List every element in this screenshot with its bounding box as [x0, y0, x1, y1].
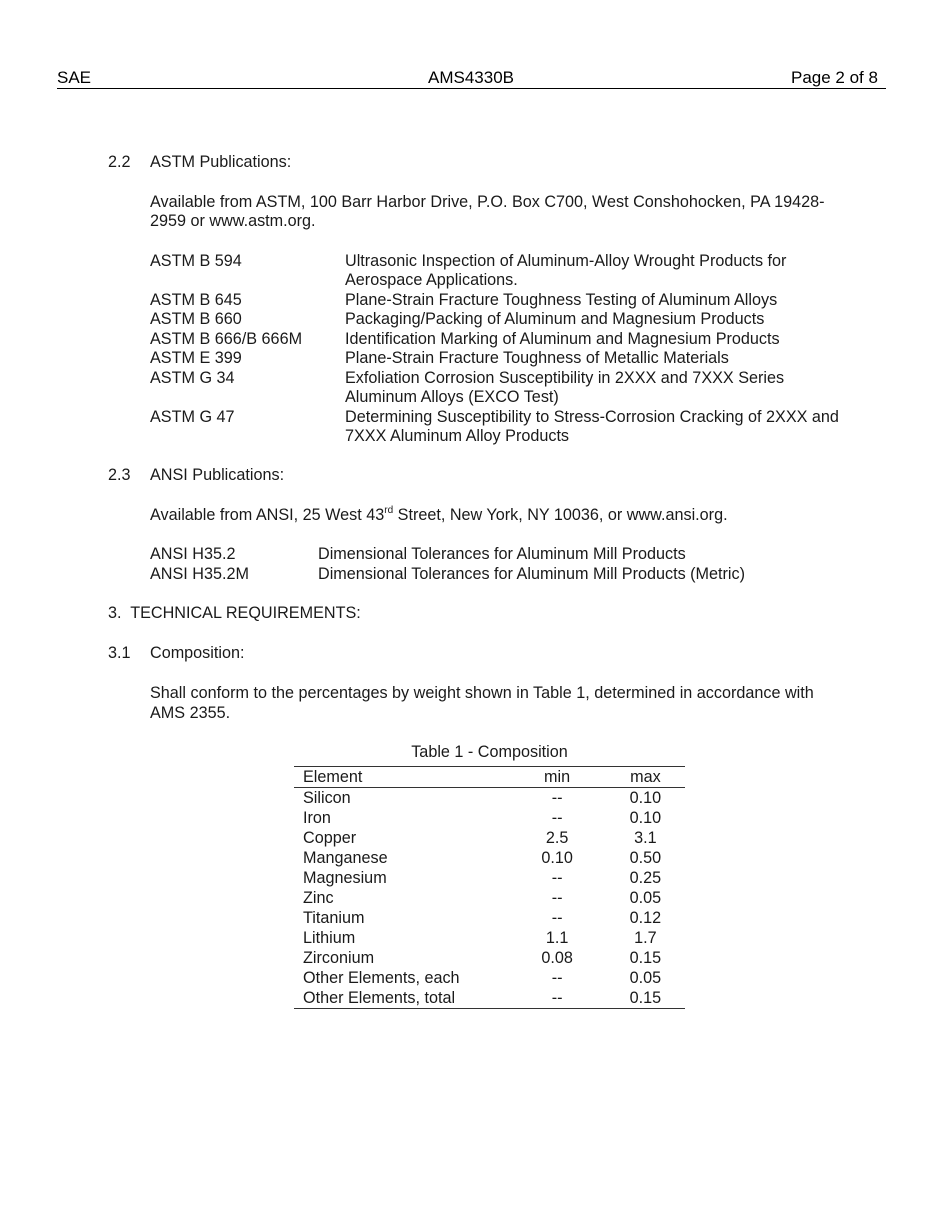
max-cell: 3.1 [634, 829, 657, 847]
header-rule [57, 88, 886, 89]
ansi-section-number: 2.3 [108, 466, 131, 484]
astm-ref-desc: Determining Susceptibility to Stress-Corrosion Cracking of 2XXX and [345, 408, 839, 426]
composition-text: Shall conform to the percentages by weight shown in Table 1, determined in accordance with [150, 684, 814, 702]
astm-section-title: ASTM Publications: [150, 153, 292, 171]
astm-ref-desc: Plane-Strain Fracture Toughness of Metallic Materials [345, 349, 729, 367]
column-header: min [544, 768, 571, 786]
astm-ref-code: ASTM G 47 [150, 408, 235, 426]
astm-ref-desc: Plane-Strain Fracture Toughness Testing of Aluminum Alloys [345, 291, 778, 309]
astm-intro: 2959 or www.astm.org. [150, 212, 316, 230]
element-cell: Magnesium [303, 869, 387, 887]
min-cell: -- [551, 889, 563, 907]
astm-section-number: 2.2 [108, 153, 131, 171]
astm-ref-code: ASTM E 399 [150, 349, 242, 367]
table-row [294, 788, 685, 809]
min-cell: -- [551, 809, 563, 827]
min-cell: -- [551, 969, 563, 987]
element-cell: Other Elements, each [303, 969, 460, 987]
table-row [294, 968, 685, 988]
column-header: Element [303, 768, 363, 786]
astm-ref-code: ASTM B 660 [150, 310, 242, 328]
table-row [294, 808, 685, 828]
element-cell: Iron [303, 809, 331, 827]
ansi-ref-desc: Dimensional Tolerances for Aluminum Mill Products (Metric) [318, 565, 746, 583]
astm-ref-code: ASTM G 34 [150, 369, 235, 387]
max-cell: 0.15 [629, 989, 662, 1007]
min-cell: 0.10 [541, 849, 573, 867]
table-row [294, 988, 685, 1009]
table-row [294, 908, 685, 928]
astm-ref-desc: Aluminum Alloys (EXCO Test) [345, 388, 559, 406]
max-cell: 0.10 [629, 809, 662, 827]
composition-table [294, 742, 685, 1009]
ansi-ref-code: ANSI H35.2 [150, 545, 236, 563]
element-cell: Silicon [303, 789, 351, 807]
min-cell: -- [551, 869, 563, 887]
max-cell: 1.7 [634, 929, 657, 947]
element-cell: Zinc [303, 889, 334, 907]
table-row [294, 828, 685, 848]
min-cell: 0.08 [541, 949, 573, 967]
element-cell: Titanium [303, 909, 365, 927]
astm-intro: Available from ASTM, 100 Barr Harbor Drive, P.O. Box C700, West Conshohocken, PA 19428- [150, 193, 825, 211]
element-cell: Other Elements, total [303, 989, 456, 1007]
max-cell: 0.05 [629, 889, 662, 907]
max-cell: 0.10 [629, 789, 662, 807]
astm-ref-desc: Aerospace Applications. [345, 271, 518, 289]
technical-requirements-heading: 3. TECHNICAL REQUIREMENTS: [108, 604, 361, 622]
composition-section-number: 3.1 [108, 644, 131, 662]
table-caption: Table 1 - Composition [411, 743, 568, 761]
header-org: SAE [57, 68, 92, 87]
ansi-section-title: ANSI Publications: [150, 466, 285, 484]
astm-ref-desc: Exfoliation Corrosion Susceptibility in 2XXX and 7XXX Series [345, 369, 785, 387]
min-cell: -- [551, 989, 563, 1007]
astm-ref-desc: Identification Marking of Aluminum and Magnesium Products [345, 330, 780, 348]
ansi-ref-desc: Dimensional Tolerances for Aluminum Mill Products [318, 545, 686, 563]
max-cell: 0.05 [629, 969, 662, 987]
astm-ref-code: ASTM B 666/B 666M [150, 330, 303, 348]
table-row [294, 928, 685, 948]
ansi-ref-code: ANSI H35.2M [150, 565, 249, 583]
max-cell: 0.50 [629, 849, 662, 867]
table-row [294, 888, 685, 908]
composition-text: AMS 2355. [150, 704, 231, 722]
max-cell: 0.12 [629, 909, 662, 927]
astm-ref-code: ASTM B 594 [150, 252, 242, 270]
astm-ref-desc: 7XXX Aluminum Alloy Products [345, 427, 570, 445]
table-row [294, 948, 685, 968]
composition-section-title: Composition: [150, 644, 245, 662]
ansi-intro: Available from ANSI, 25 West 43rd Street, New York, NY 10036, or www.ansi.org. [150, 505, 728, 524]
element-cell: Copper [303, 829, 357, 847]
table-row [294, 848, 685, 868]
element-cell: Zirconium [303, 949, 375, 967]
max-cell: 0.15 [629, 949, 662, 967]
max-cell: 0.25 [629, 869, 662, 887]
header-page-number: Page 2 of 8 [791, 68, 878, 87]
column-header: max [630, 768, 661, 786]
header-doc-number: AMS4330B [428, 68, 514, 87]
min-cell: 2.5 [545, 829, 569, 847]
element-cell: Lithium [303, 929, 356, 947]
astm-ref-desc: Ultrasonic Inspection of Aluminum-Alloy Wrought Products for [345, 252, 787, 270]
astm-ref-desc: Packaging/Packing of Aluminum and Magnesium Products [345, 310, 765, 328]
min-cell: 1.1 [545, 929, 569, 947]
table-row [294, 868, 685, 888]
table-header-row [294, 767, 685, 788]
astm-ref-code: ASTM B 645 [150, 291, 242, 309]
min-cell: -- [551, 789, 563, 807]
element-cell: Manganese [303, 849, 388, 867]
min-cell: -- [551, 909, 563, 927]
